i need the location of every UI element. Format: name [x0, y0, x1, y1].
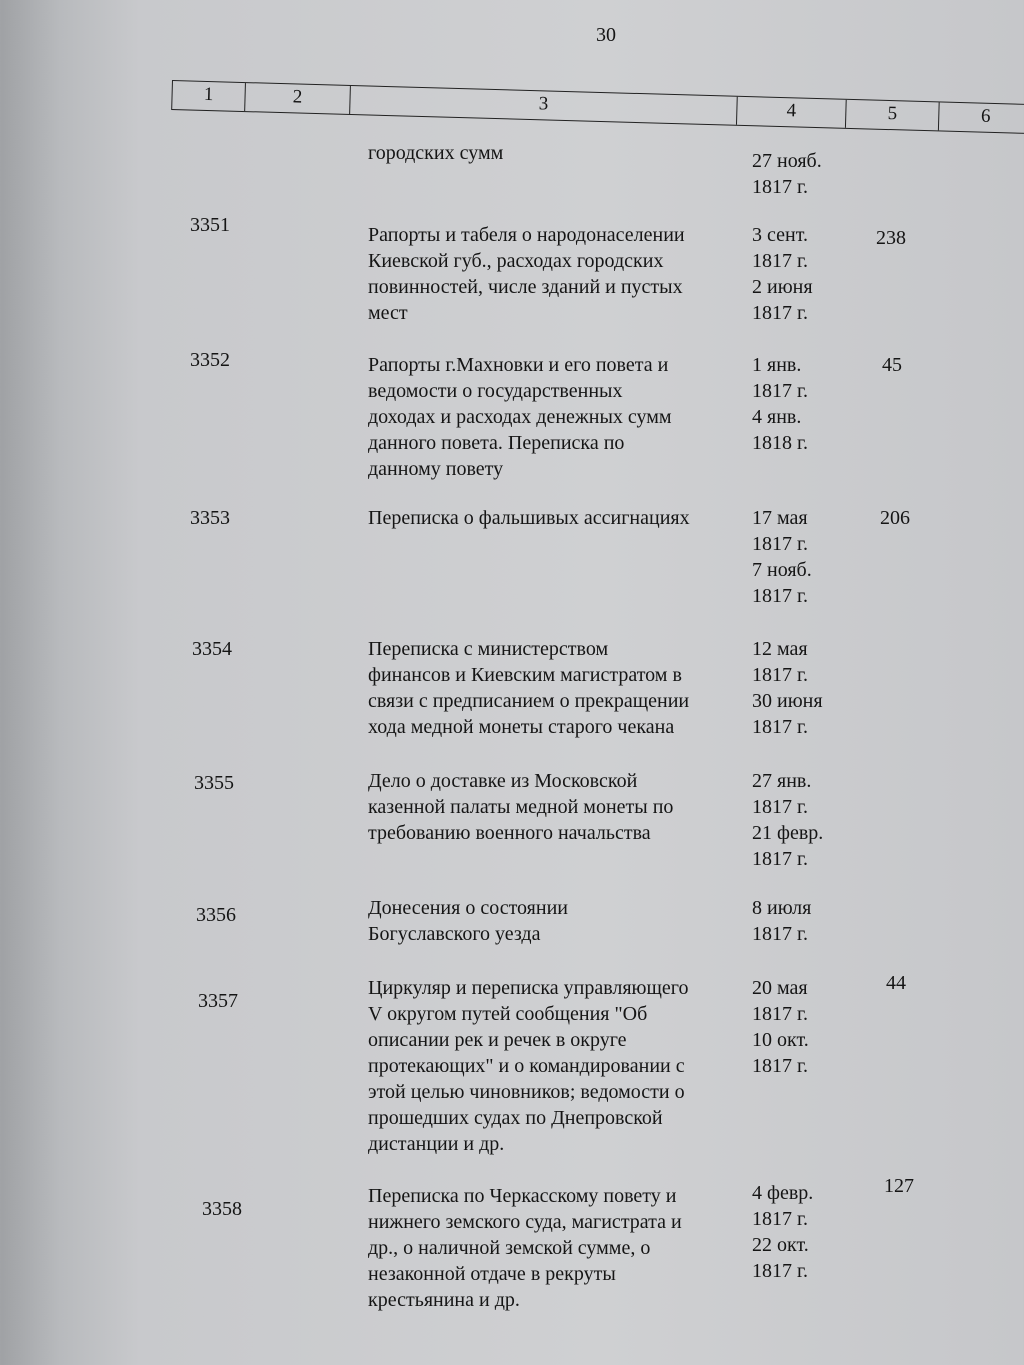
title-line: Донесения о состоянии — [368, 897, 568, 919]
column-header: 5 — [846, 100, 940, 131]
date-line: 1817 г. — [752, 1055, 808, 1077]
date-line: 1 янв. — [752, 354, 802, 376]
title-line: Рапорты и табеля о народонаселении — [368, 224, 685, 246]
date-line: 1817 г. — [752, 716, 808, 738]
page-count: 44 — [886, 972, 906, 994]
date-line: 1817 г. — [752, 1260, 808, 1282]
record-number: 3357 — [198, 990, 238, 1012]
title-line: протекающих" и о командировании с — [368, 1055, 685, 1077]
record-dates — [752, 895, 852, 947]
date-line: 1817 г. — [752, 176, 808, 198]
title-line: Переписка с министерством — [368, 638, 609, 660]
record-number: 3354 — [192, 638, 232, 660]
record-title — [368, 636, 738, 740]
record-number: 3358 — [202, 1198, 242, 1220]
date-line: 2 июня — [752, 276, 813, 298]
record-title — [368, 1183, 738, 1313]
page-count: 45 — [882, 354, 902, 376]
title-line: V округом путей сообщения "Об — [368, 1003, 648, 1025]
title-line: прошедших судах по Днепровской — [368, 1107, 663, 1129]
title-line: дистанции и др. — [368, 1133, 505, 1155]
record-dates — [752, 148, 852, 200]
date-line: 1817 г. — [752, 250, 808, 272]
date-line: 1817 г. — [752, 302, 808, 324]
title-line: связи с предписанием о прекращении — [368, 690, 690, 712]
date-line: 1817 г. — [752, 923, 808, 945]
title-line: требованию военного начальства — [368, 822, 651, 844]
date-line: 8 июля — [752, 897, 812, 919]
title-line: данного повета. Переписка по — [368, 432, 625, 454]
title-line: данному повету — [368, 458, 504, 480]
page-count: 238 — [876, 227, 906, 249]
record-title — [368, 768, 738, 846]
record-number: 3353 — [190, 507, 230, 529]
date-line: 7 нояб. — [752, 559, 812, 581]
title-line: этой целью чиновников; ведомости о — [368, 1081, 685, 1103]
title-line: повинностей, числе зданий и пустых — [368, 276, 683, 298]
record-title — [368, 895, 738, 947]
record-number: 3351 — [190, 214, 230, 236]
title-line: Переписка по Черкасскому повету и — [368, 1185, 677, 1207]
date-line: 1817 г. — [752, 796, 808, 818]
date-line: 30 июня — [752, 690, 823, 712]
title-line: ведомости о государственных — [368, 380, 623, 402]
title-line: казенной палаты медной монеты по — [368, 796, 674, 818]
title-line: Богуславского уезда — [368, 923, 541, 945]
page-number: 30 — [596, 24, 616, 46]
column-header: 6 — [980, 105, 991, 127]
date-line: 20 мая — [752, 977, 808, 999]
date-line: 1817 г. — [752, 1208, 808, 1230]
record-number: 3356 — [196, 904, 236, 926]
title-line: хода медной монеты старого чекана — [368, 716, 675, 738]
date-line: 12 мая — [752, 638, 808, 660]
title-line: незаконной отдаче в рекруты — [368, 1263, 616, 1285]
table-header — [171, 80, 1024, 134]
date-line: 21 февр. — [752, 822, 824, 844]
record-title: городских сумм — [368, 142, 504, 164]
column-header: 2 — [245, 83, 351, 114]
record-dates — [752, 1180, 852, 1284]
date-line: 4 янв. — [752, 406, 802, 428]
record-dates — [752, 505, 852, 609]
title-line: нижнего земского суда, магистрата и — [368, 1211, 682, 1233]
record-title — [368, 975, 738, 1157]
title-line: доходах и расходах денежных сумм — [368, 406, 672, 428]
title-line: Киевской губ., расходах городских — [368, 250, 664, 272]
page-count: 127 — [884, 1175, 914, 1197]
title-line: описании рек и речек в округе — [368, 1029, 627, 1051]
title-line: Рапорты г.Махновки и его повета и — [368, 354, 669, 376]
record-dates — [752, 768, 852, 872]
title-line: Дело о доставке из Московской — [368, 770, 638, 792]
date-line: 22 окт. — [752, 1234, 809, 1256]
title-line: финансов и Киевским магистратом в — [368, 664, 682, 686]
record-title — [368, 352, 738, 482]
date-line: 1818 г. — [752, 432, 808, 454]
title-line: крестьянина и др. — [368, 1289, 520, 1311]
record-title — [368, 505, 738, 531]
record-dates — [752, 352, 852, 456]
column-header: 1 — [172, 81, 246, 111]
date-line: 27 янв. — [752, 770, 812, 792]
record-dates — [752, 222, 852, 326]
title-line: мест — [368, 302, 408, 324]
date-line: 1817 г. — [752, 380, 808, 402]
record-dates — [752, 975, 852, 1079]
record-dates — [752, 636, 852, 740]
column-header: 3 — [350, 86, 738, 125]
title-line: Переписка о фальшивых ассигнациях — [368, 507, 690, 529]
date-line: 27 нояб. — [752, 150, 822, 172]
date-line: 1817 г. — [752, 664, 808, 686]
date-line: 1817 г. — [752, 533, 808, 555]
date-line: 17 мая — [752, 507, 808, 529]
record-title — [368, 222, 738, 326]
title-line: Циркуляр и переписка управляющего — [368, 977, 689, 999]
date-line: 3 сент. — [752, 224, 808, 246]
date-line: 10 окт. — [752, 1029, 809, 1051]
column-header: 4 — [737, 97, 847, 128]
date-line: 1817 г. — [752, 585, 808, 607]
page-count: 206 — [880, 507, 910, 529]
date-line: 4 февр. — [752, 1182, 814, 1204]
record-number: 3355 — [194, 772, 234, 794]
record-number: 3352 — [190, 349, 230, 371]
date-line: 1817 г. — [752, 848, 808, 870]
title-line: др., о наличной земской сумме, о — [368, 1237, 651, 1259]
date-line: 1817 г. — [752, 1003, 808, 1025]
